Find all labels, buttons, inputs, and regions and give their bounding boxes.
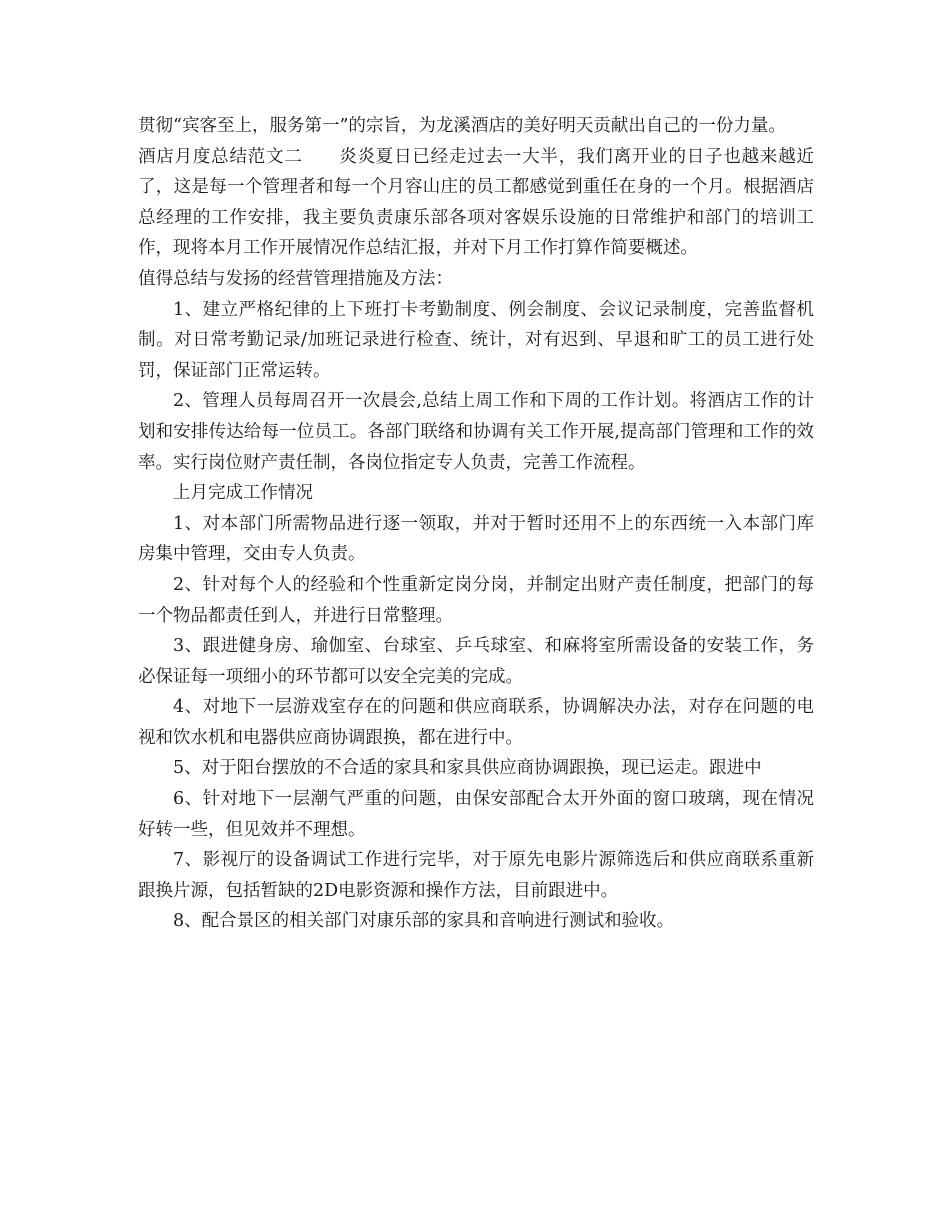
list-item: 5、对于阳台摆放的不合适的家具和家具供应商协调跟换，现已运走。跟进中 bbox=[173, 758, 762, 779]
section-heading-last-month: 上月完成工作情况 bbox=[173, 483, 313, 504]
list-item: 3、跟进健身房、瑜伽室、台球室、乒乓球室、和麻将室所需设备的安装工作，务必保证每一项细小的环节都可以安全完美的完成。 bbox=[138, 636, 814, 687]
list-item: 2、针对每个人的经验和个性重新定岗分岗，并制定出财产责任制度，把部门的每一个物品都责任到人，并进行日常整理。 bbox=[138, 574, 814, 626]
list-item: 1、对本部门所需物品进行逐一领取，并对于暂时还用不上的东西统一入本部门库房集中管理，交由专人负责。 bbox=[138, 513, 814, 565]
paragraph-article-intro: 酒店月度总结范文二 炎炎夏日已经走过去一大半，我们离开业的日子也越来越近了，这是每一个管理者和每一个月容山庄的员工都感觉到重任在身的一个月。根据酒店总经理的工作安排，我主要负责康乐部各项对客娱乐设施的日常维护和部门的培训工作，现将本月工作开展情况作总结汇报，并对下月工作打算作简要概述。 bbox=[138, 146, 814, 259]
list-item: 2、管理人员每周召开一次晨会,总结上周工作和下周的工作计划。将酒店工作的计划和安排传达给每一位员工。各部门联络和协调有关工作开展,提高部门管理和工作的效率。实行岗位财产责任制，各岗位指定专人负责，完善工作流程。 bbox=[138, 391, 814, 473]
list-item: 1、建立严格纪律的上下班打卡考勤制度、例会制度、会议记录制度，完善监督机制。对日常考勤记录/加班记录进行检查、统计，对有迟到、早退和旷工的员工进行处罚，保证部门正常运转。 bbox=[138, 299, 814, 381]
list-item: 4、对地下一层游戏室存在的问题和供应商联系，协调解决办法，对存在问题的电视和饮水机和电器供应商协调跟换，都在进行中。 bbox=[138, 697, 814, 748]
list-item: 8、配合景区的相关部门对康乐部的家具和音响进行测试和验收。 bbox=[173, 911, 675, 932]
section-heading-measures: 值得总结与发扬的经营管理措施及方法： bbox=[138, 268, 453, 289]
document-page bbox=[138, 111, 814, 937]
paragraph-closing-line: 贯彻“宾客至上，服务第一”的宗旨，为龙溪酒店的美好明天贡献出自己的一份力量。 bbox=[138, 116, 786, 136]
list-item: 6、针对地下一层潮气严重的问题，由保安部配合太开外面的窗口玻璃，现在情况好转一些，但见效并不理想。 bbox=[138, 789, 814, 840]
list-item: 7、影视厅的设备调试工作进行完毕，对于原先电影片源筛选后和供应商联系重新跟换片源，包括暂缺的2D电影资源和操作方法，目前跟进中。 bbox=[138, 850, 814, 901]
